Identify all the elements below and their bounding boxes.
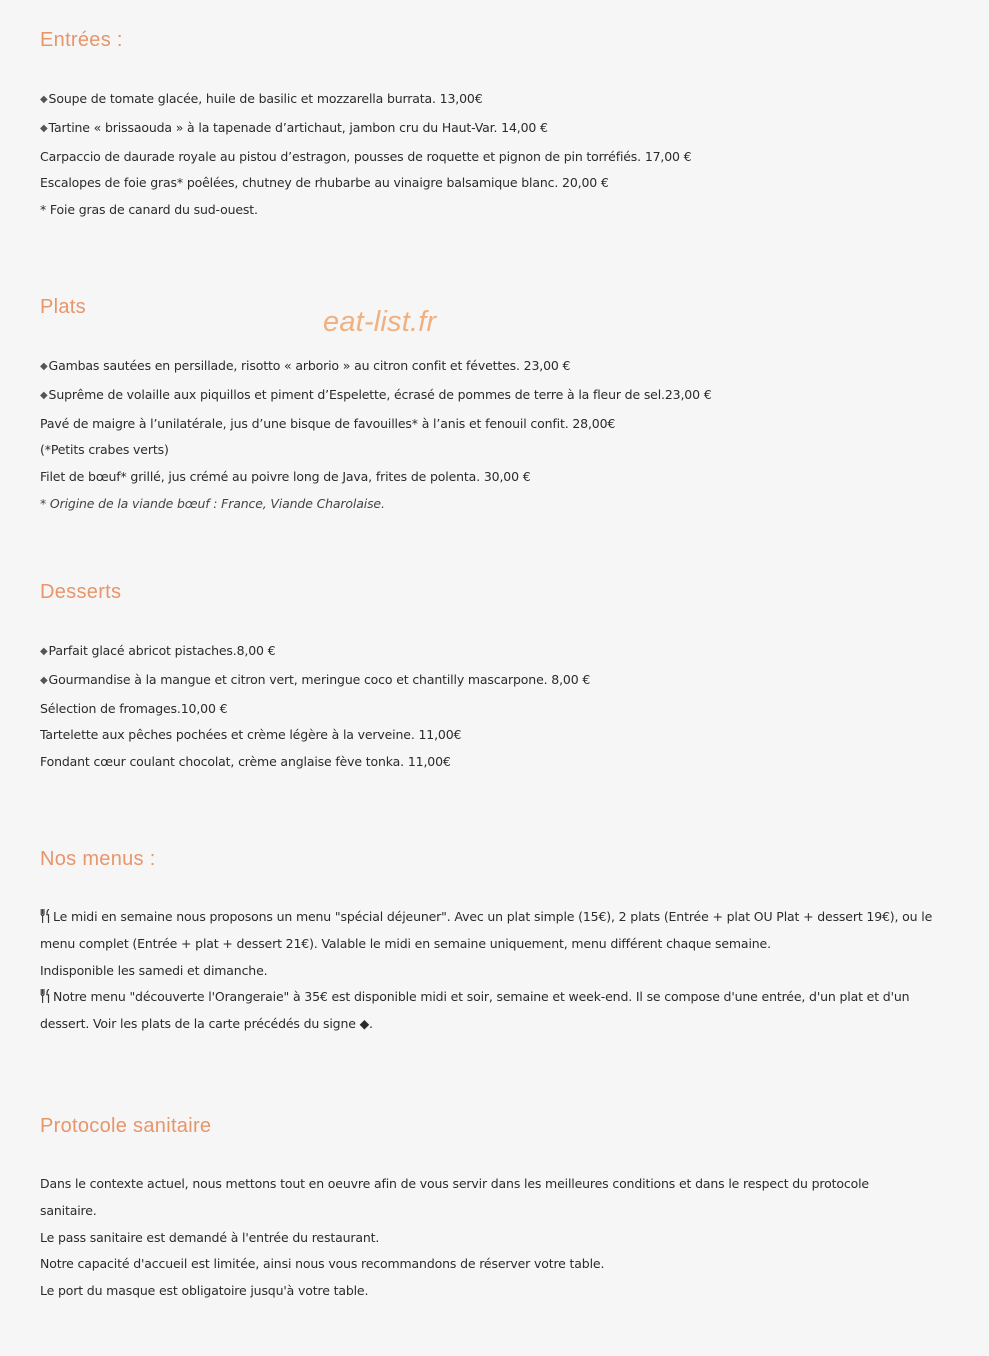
menus-title: Nos menus : xyxy=(40,848,156,870)
desserts-line xyxy=(40,749,950,776)
menus-line-text: dessert. Voir les plats de la carte précédés du signe ◆. xyxy=(40,1016,373,1032)
menus-line xyxy=(40,931,950,958)
protocole-line-text: Le port du masque est obligatoire jusqu'à votre table. xyxy=(40,1283,369,1299)
plats-line xyxy=(40,353,950,382)
entrees-line-text: Escalopes de foie gras* poêlées, chutney de rhubarbe au vinaigre balsamique blanc. 20,00 € xyxy=(40,175,609,191)
diamond-icon: ◆ xyxy=(40,646,48,657)
menus-line xyxy=(40,984,950,1011)
cutlery-icon xyxy=(40,906,51,920)
menus-line-text: Le midi en semaine nous proposons un menu "spécial déjeuner". Avec un plat simple (15€), 2 plats (Entrée + plat OU Plat + dessert 19€), ou le xyxy=(53,909,933,924)
plats-line xyxy=(40,437,950,464)
plats-line xyxy=(40,411,950,438)
entrees-list xyxy=(40,86,950,224)
plats-line xyxy=(40,491,950,518)
plats-line-text: Pavé de maigre à l’unilatérale, jus d’une bisque de favouilles* à l’anis et fenouil confit. 28,00€ xyxy=(40,415,616,431)
protocole-list xyxy=(40,1171,950,1305)
protocole-line-text: Notre capacité d'accueil est limitée, ainsi nous vous recommandons de réserver votre table. xyxy=(40,1256,605,1272)
protocole-line xyxy=(40,1278,950,1305)
entrees-line xyxy=(40,170,950,197)
menus-list xyxy=(40,904,950,1038)
entrees-line-text: Tartine « brissaouda » à la tapenade d’artichaut, jambon cru du Haut-Var. 14,00 € xyxy=(48,119,548,135)
plats-line-text: Filet de bœuf* grillé, jus crémé au poivre long de Java, frites de polenta. 30,00 € xyxy=(40,469,531,485)
menus-line-text: menu complet (Entrée + plat + dessert 21€). Valable le midi en semaine uniquement, menu différent chaque semaine. xyxy=(40,935,771,951)
plats-title: Plats xyxy=(40,296,86,318)
menus-line xyxy=(40,958,950,985)
protocole-line xyxy=(40,1171,950,1198)
watermark: eat-list.fr xyxy=(323,306,437,338)
desserts-list xyxy=(40,638,950,776)
entrees-title: Entrées : xyxy=(40,29,123,51)
diamond-icon: ◆ xyxy=(40,122,48,134)
plats-list xyxy=(40,353,950,518)
entrees-line xyxy=(40,144,950,171)
plats-line-text: * Origine de la viande bœuf : France, Viande Charolaise. xyxy=(40,495,385,511)
desserts-line xyxy=(40,638,950,667)
diamond-icon: ◆ xyxy=(40,389,48,401)
plats-line xyxy=(40,464,950,491)
menus-line-text: Notre menu "découverte l'Orangeraie" à 35€ est disponible midi et soir, semaine et week-end. Il se compose d'une entrée, d'un plat et d'un xyxy=(53,989,910,1005)
entrees-line-text: * Foie gras de canard du sud-ouest. xyxy=(40,202,258,218)
entrees-line xyxy=(40,115,950,144)
desserts-line xyxy=(40,722,950,749)
plats-line-text: Gambas sautées en persillade, risotto « arborio » au citron confit et févettes. 23,00 € xyxy=(48,358,571,373)
protocole-line xyxy=(40,1198,950,1225)
entrees-line xyxy=(40,86,950,115)
menus-line xyxy=(40,1011,950,1038)
desserts-line xyxy=(40,696,950,723)
protocole-title: Protocole sanitaire xyxy=(40,1115,212,1137)
desserts-line-text: Parfait glacé abricot pistaches.8,00 € xyxy=(48,643,276,658)
desserts-line-text: Sélection de fromages.10,00 € xyxy=(40,700,228,716)
diamond-icon: ◆ xyxy=(40,361,48,372)
protocole-line-text: Dans le contexte actuel, nous mettons tout en oeuvre afin de vous servir dans les meilleures conditions et dans le respect du protocole xyxy=(40,1176,869,1191)
desserts-title: Desserts xyxy=(40,581,122,603)
diamond-icon: ◆ xyxy=(40,94,48,105)
protocole-line xyxy=(40,1251,950,1278)
desserts-line xyxy=(40,667,950,696)
cutlery-icon xyxy=(40,986,51,1000)
plats-line xyxy=(40,382,950,411)
protocole-line-text: Le pass sanitaire est demandé à l'entrée du restaurant. xyxy=(40,1229,380,1245)
menus-line-text: Indisponible les samedi et dimanche. xyxy=(40,962,268,978)
protocole-line-text: sanitaire. xyxy=(40,1202,97,1218)
desserts-line-text: Gourmandise à la mangue et citron vert, meringue coco et chantilly mascarpone. 8,00 € xyxy=(48,671,591,687)
desserts-line-text: Tartelette aux pêches pochées et crème légère à la verveine. 11,00€ xyxy=(40,727,462,743)
protocole-line xyxy=(40,1225,950,1252)
desserts-line-text: Fondant cœur coulant chocolat, crème anglaise fève tonka. 11,00€ xyxy=(40,754,451,770)
diamond-icon: ◆ xyxy=(40,674,48,686)
entrees-line-text: Carpaccio de daurade royale au pistou d’estragon, pousses de roquette et pignon de pin torréfiés. 17,00 € xyxy=(40,148,692,164)
entrees-line xyxy=(40,197,950,224)
menus-line xyxy=(40,904,950,931)
plats-line-text: (*Petits crabes verts) xyxy=(40,442,169,458)
entrees-line-text: Soupe de tomate glacée, huile de basilic et mozzarella burrata. 13,00€ xyxy=(48,91,483,106)
plats-line-text: Suprême de volaille aux piquillos et piment d’Espelette, écrasé de pommes de terre à la fleur de sel.23,00 € xyxy=(48,386,712,402)
